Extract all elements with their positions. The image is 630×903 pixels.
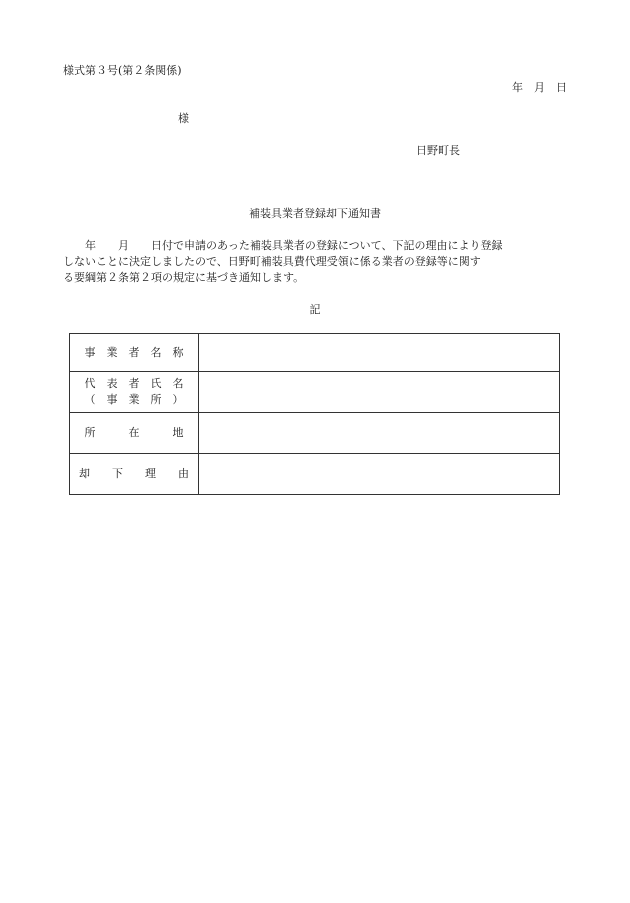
table-row — [70, 334, 560, 372]
row-label: 却 下 理 由 — [70, 454, 199, 495]
table-row — [70, 454, 560, 495]
body-line: しないことに決定しましたので、日野町補装具費代理受領に係る業者の登録等に関す — [63, 255, 481, 268]
row-value — [199, 454, 560, 495]
addressee-honorific: 様 — [178, 112, 189, 125]
body-paragraph — [63, 238, 573, 286]
body-line: 年 月 日付で申請のあった補装具業者の登録について、下記の理由により登録 — [63, 239, 503, 252]
document-title: 補装具業者登録却下通知書 — [249, 207, 381, 220]
row-value — [199, 413, 560, 454]
form-number: 様式第３号(第２条関係) — [63, 64, 182, 77]
row-value — [199, 334, 560, 372]
date-line: 年 月 日 — [512, 81, 567, 94]
row-label: 代 表 者 氏 名 （ 事 業 所 ） — [70, 372, 199, 413]
body-line: る要綱第２条第２項の規定に基づき通知します。 — [63, 271, 305, 284]
row-label: 所 在 地 — [70, 413, 199, 454]
table-row — [70, 372, 560, 413]
issuer-name: 日野町長 — [416, 144, 460, 157]
business-info-table — [69, 333, 560, 495]
table-row — [70, 413, 560, 454]
row-label: 事 業 者 名 称 — [70, 334, 199, 372]
ki-heading: 記 — [309, 303, 321, 316]
row-value — [199, 372, 560, 413]
